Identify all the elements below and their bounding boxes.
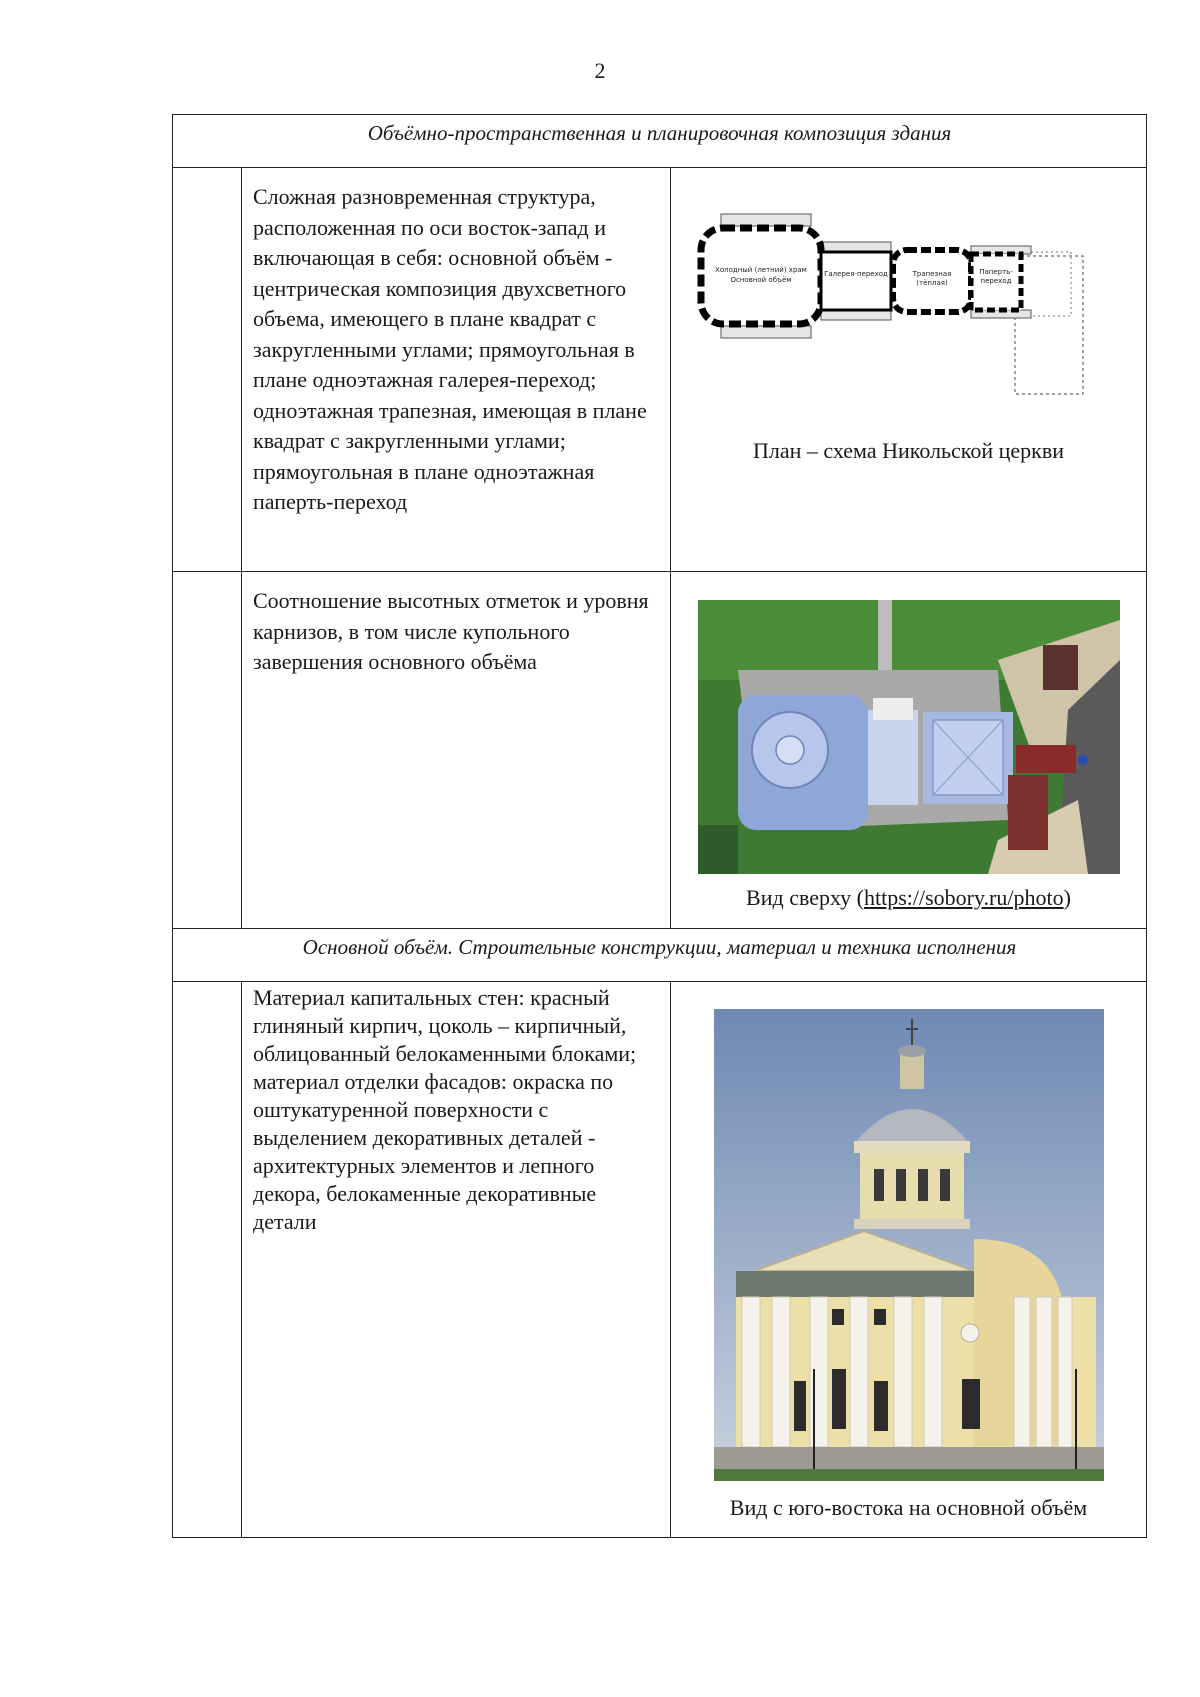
- description-cell: Материал капитальных стен: красный глиняный кирпич, цоколь – кирпичный, облицованный белокаменными блоками; материал отделки фасадов: окраска по оштукатуренной поверхности с выделением декоративных деталей - архитектурных элементов и лепного декора, белокаменные декоративные детали: [242, 982, 671, 1538]
- figure-cell: [671, 168, 1147, 572]
- section-heading-row: [173, 929, 1147, 982]
- plan-label-main-1: Холодный (летний) храм: [715, 266, 807, 274]
- table-row: [173, 168, 1147, 572]
- section-heading-row: [173, 115, 1147, 168]
- caption-suffix: ): [1063, 885, 1071, 910]
- table-row: [173, 982, 1147, 1538]
- section-heading: Основной объём. Строительные конструкции, материал и техника исполнения: [173, 929, 1147, 982]
- description-cell: Соотношение высотных отметок и уровня карнизов, в том числе купольного завершения основного объёма: [242, 572, 671, 929]
- figure-caption: [671, 885, 1146, 911]
- plan-label-gallery: Галерея-переход: [824, 270, 888, 278]
- description-cell: Сложная разновременная структура, расположенная по оси восток-запад и включающая в себя: основной объём - центрическая композиция двухсветного объема, имеющего в плане квадрат с закругленными углами; прямоугольная в плане одноэтажная галерея-переход; одноэтажная трапезная, имеющая в плане квадрат с закругленными углами; прямоугольная в плане одноэтажная паперть-переход: [242, 168, 671, 572]
- document-table: [172, 114, 1147, 1538]
- section-heading: Объёмно-пространственная и планировочная композиция здания: [173, 115, 1147, 168]
- plan-label-main-2: Основной объём: [730, 276, 792, 284]
- table-row: [173, 572, 1147, 929]
- figure-cell: [671, 982, 1147, 1538]
- source-link[interactable]: https://sobory.ru/photo: [863, 885, 1064, 910]
- aerial-photo: [698, 600, 1120, 874]
- plan-label-porch-2: переход: [980, 277, 1012, 285]
- plan-label-refectory-2: (тёплая): [916, 279, 948, 287]
- page-number: 2: [594, 58, 606, 83]
- number-cell: [173, 982, 242, 1538]
- caption-prefix: Вид сверху (: [746, 885, 864, 910]
- church-floor-plan: [671, 190, 1147, 422]
- plan-label-refectory-1: Трапезная: [912, 270, 952, 278]
- plan-label-porch-1: Паперть-: [979, 268, 1013, 276]
- figure-caption: План – схема Никольской церкви: [752, 438, 1065, 463]
- figure-cell: [671, 572, 1147, 929]
- figure-caption: Вид с юго-востока на основной объём: [729, 1495, 1088, 1520]
- number-cell: [173, 168, 242, 572]
- church-facade-photo: [714, 1009, 1104, 1481]
- number-cell: [173, 572, 242, 929]
